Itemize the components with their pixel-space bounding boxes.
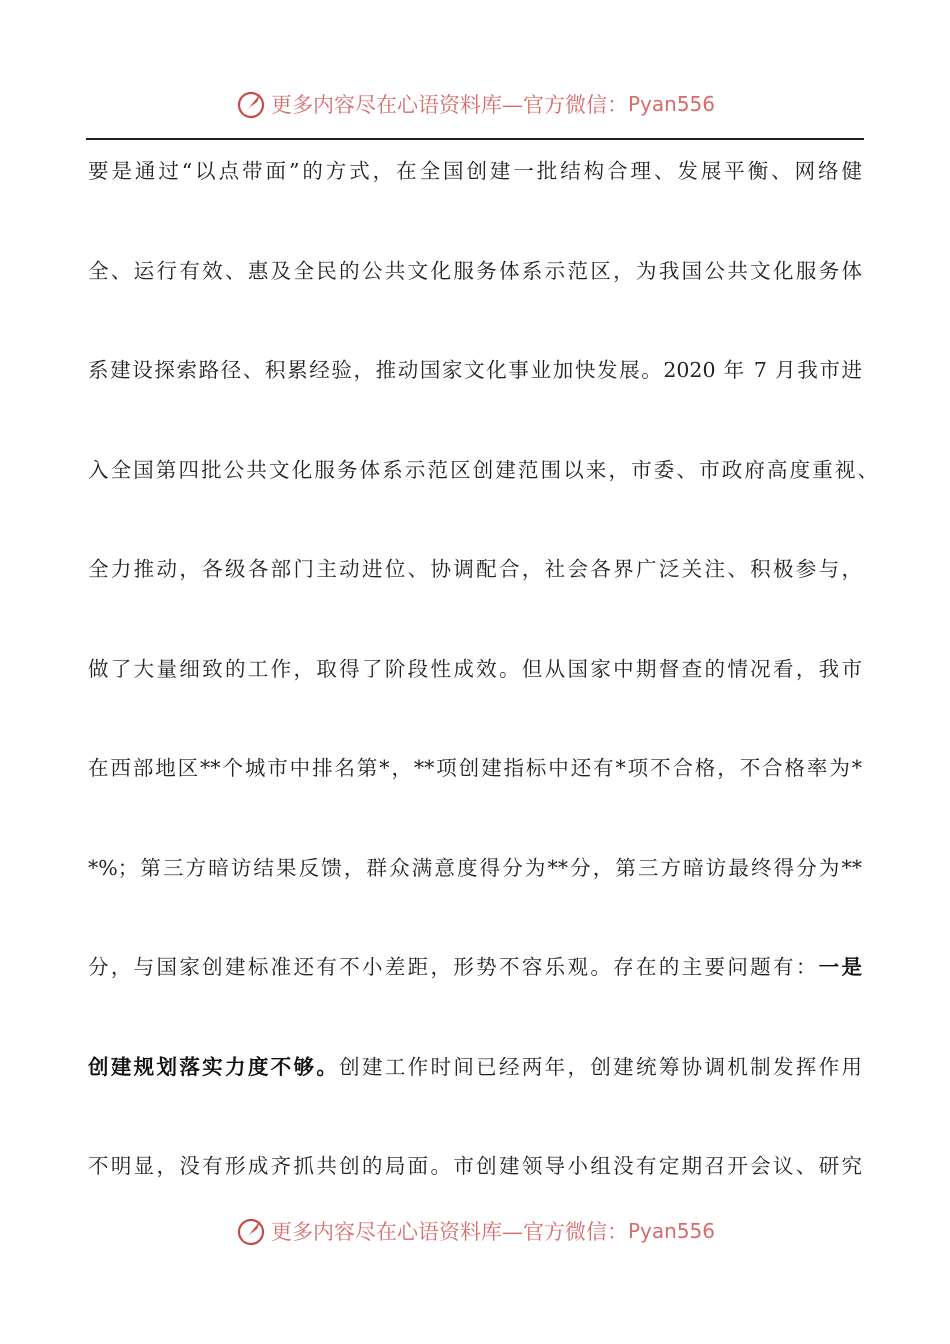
- quill-logo-icon: [235, 1215, 267, 1247]
- watermark-wechat-id: Pyan556: [627, 92, 715, 116]
- watermark-wechat-id: Pyan556: [627, 1219, 715, 1243]
- text-line-3: 系建设探索路径、积累经验，推动国家文化事业加快发展。2020 年 7 月我市进: [88, 358, 862, 382]
- text-line-10-emphasis: 创建规划落实力度不够。: [88, 1055, 340, 1079]
- text-line-10-normal: 创建工作时间已经两年，创建统筹协调机制发挥作用: [339, 1055, 863, 1079]
- text-line-10: [88, 1050, 862, 1084]
- text-line-6: 做了大量细致的工作，取得了阶段性成效。但从国家中期督查的情况看，我市: [88, 657, 862, 681]
- text-line-9-normal: 分，与国家创建标准还有不小差距，形势不容乐观。存在的主要问题有：: [88, 955, 819, 979]
- quill-logo-icon: [235, 88, 267, 120]
- text-line-5: 全力推动，各级各部门主动进位、协调配合，社会各界广泛关注、积极参与，: [88, 557, 862, 581]
- text-line-8: *%；第三方暗访结果反馈，群众满意度得分为**分，第三方暗访最终得分为**: [88, 856, 862, 880]
- text-line-9-emphasis: 一是: [818, 955, 863, 979]
- header-watermark: [0, 84, 950, 124]
- text-line-7: 在西部地区**个城市中排名第*，**项创建指标中还有*项不合格，不合格率为*: [88, 756, 862, 780]
- footer-watermark: [0, 1211, 950, 1251]
- watermark-text: 更多内容尽在心语资料库—官方微信：: [270, 93, 628, 117]
- text-line-9: [88, 950, 862, 984]
- watermark-text: 更多内容尽在心语资料库—官方微信：: [270, 1220, 628, 1244]
- text-line-4: 入全国第四批公共文化服务体系示范区创建范围以来，市委、市政府高度重视、: [88, 458, 878, 482]
- text-line-11: 不明显，没有形成齐抓共创的局面。市创建领导小组没有定期召开会议、研究: [88, 1154, 862, 1178]
- text-line-1: 要是通过“以点带面”的方式，在全国创建一批结构合理、发展平衡、网络健: [88, 159, 862, 183]
- text-line-2: 全、运行有效、惠及全民的公共文化服务体系示范区，为我国公共文化服务体: [88, 259, 862, 283]
- header-divider: [86, 138, 864, 140]
